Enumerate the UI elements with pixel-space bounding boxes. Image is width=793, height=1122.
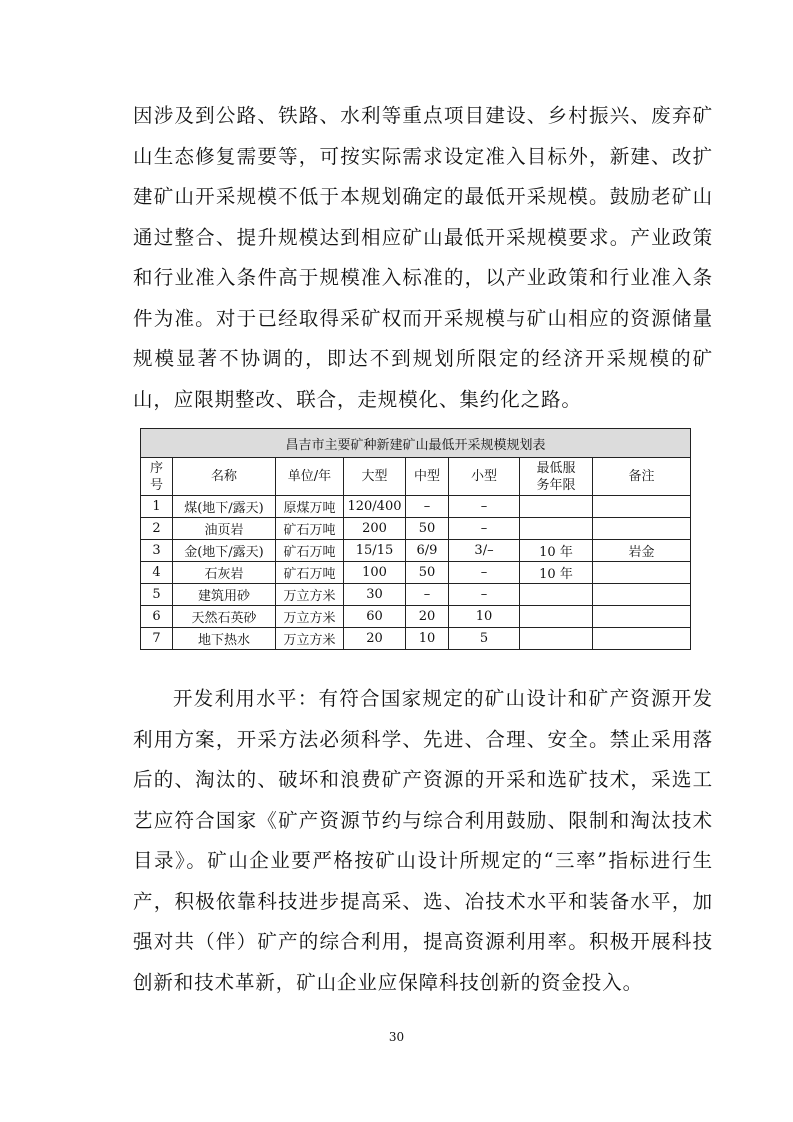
cell-seq: 1: [141, 496, 173, 518]
cell-name: 建筑用砂: [173, 584, 276, 606]
page-number: 30: [388, 1030, 405, 1044]
cell-service: [520, 496, 593, 518]
cell-note: [593, 496, 691, 518]
table-row: [141, 628, 691, 650]
header-notes: 备注: [593, 458, 691, 496]
cell-unit: 矿石万吨: [276, 562, 344, 584]
cell-unit: 万立方米: [276, 628, 344, 650]
table-header-row: [141, 458, 691, 496]
cell-small: 3/–: [449, 540, 520, 562]
table-row: [141, 518, 691, 540]
cell-small: –: [449, 584, 520, 606]
cell-unit: 矿石万吨: [276, 518, 344, 540]
cell-large: 20: [344, 628, 406, 650]
cell-service: 10 年: [520, 540, 593, 562]
header-small: 小型: [449, 458, 520, 496]
cell-large: 200: [344, 518, 406, 540]
table-row: [141, 540, 691, 562]
cell-large: 30: [344, 584, 406, 606]
table-title: 昌吉市主要矿种新建矿山最低开采规模规划表: [141, 429, 691, 458]
cell-service: [520, 606, 593, 628]
cell-name: 地下热水: [173, 628, 276, 650]
cell-seq: 6: [141, 606, 173, 628]
cell-medium: 6/9: [406, 540, 449, 562]
cell-note: [593, 606, 691, 628]
cell-unit: 矿石万吨: [276, 540, 344, 562]
cell-seq: 3: [141, 540, 173, 562]
cell-small: 5: [449, 628, 520, 650]
header-unit: 单位/年: [276, 458, 344, 496]
cell-medium: 50: [406, 562, 449, 584]
cell-small: –: [449, 562, 520, 584]
cell-note: [593, 628, 691, 650]
cell-seq: 5: [141, 584, 173, 606]
body-paragraph-1: 因涉及到公路、铁路、水利等重点项目建设、乡村振兴、废弃矿山生态修复需要等，可按实际需求设定准入目标外，新建、改扩建矿山开采规模不低于本规划确定的最低开采规模。鼓励老矿山通过整合、提升规模达到相应矿山最低开采规模要求。产业政策和行业准入条件高于规模准入标准的，以产业政策和行业准入条件为准。对于已经取得采矿权而开采规模与矿山相应的资源储量规模显著不协调的，即达不到规划所限定的经济开采规模的矿山，应限期整改、联合，走规模化、集约化之路。: [133, 104, 713, 411]
cell-note: [593, 518, 691, 540]
cell-seq: 2: [141, 518, 173, 540]
cell-medium: 20: [406, 606, 449, 628]
min-mining-scale-table: [140, 428, 691, 650]
cell-name: 煤(地下/露天): [173, 496, 276, 518]
cell-unit: 万立方米: [276, 606, 344, 628]
header-seq: 序 号: [141, 458, 173, 496]
cell-large: 15/15: [344, 540, 406, 562]
cell-service: [520, 584, 593, 606]
cell-name: 天然石英砂: [173, 606, 276, 628]
cell-name: 油页岩: [173, 518, 276, 540]
cell-note: [593, 584, 691, 606]
header-large: 大型: [344, 458, 406, 496]
cell-large: 60: [344, 606, 406, 628]
cell-unit: 原煤万吨: [276, 496, 344, 518]
cell-large: 120/400: [344, 496, 406, 518]
cell-name: 石灰岩: [173, 562, 276, 584]
cell-small: –: [449, 518, 520, 540]
cell-small: –: [449, 496, 520, 518]
cell-service: [520, 628, 593, 650]
table-row: [141, 562, 691, 584]
cell-service: [520, 518, 593, 540]
table-row: [141, 496, 691, 518]
cell-note: [593, 562, 691, 584]
cell-seq: 4: [141, 562, 173, 584]
header-min-service-years: 最低服 务年限: [520, 458, 593, 496]
table-row: [141, 584, 691, 606]
table-row: [141, 606, 691, 628]
cell-medium: 10: [406, 628, 449, 650]
header-medium: 中型: [406, 458, 449, 496]
header-name: 名称: [173, 458, 276, 496]
cell-medium: 50: [406, 518, 449, 540]
cell-large: 100: [344, 562, 406, 584]
cell-medium: –: [406, 584, 449, 606]
cell-name: 金(地下/露天): [173, 540, 276, 562]
cell-medium: –: [406, 496, 449, 518]
cell-note: 岩金: [593, 540, 691, 562]
cell-small: 10: [449, 606, 520, 628]
cell-service: 10 年: [520, 562, 593, 584]
cell-unit: 万立方米: [276, 584, 344, 606]
cell-seq: 7: [141, 628, 173, 650]
body-paragraph-2: 开发利用水平：有符合国家规定的矿山设计和矿产资源开发利用方案，开采方法必须科学、先进、合理、安全。禁止采用落后的、淘汰的、破坏和浪费矿产资源的开采和选矿技术，采选工艺应符合国家《矿产资源节约与综合利用鼓励、限制和淘汰技术目录》。矿山企业要严格按矿山设计所规定的“三率”指标进行生产，积极依靠科技进步提高采、选、冶技术水平和装备水平，加强对共（伴）矿产的综合利用，提高资源利用率。积极开展科技创新和技术革新，矿山企业应保障科技创新的资金投入。: [133, 687, 713, 994]
